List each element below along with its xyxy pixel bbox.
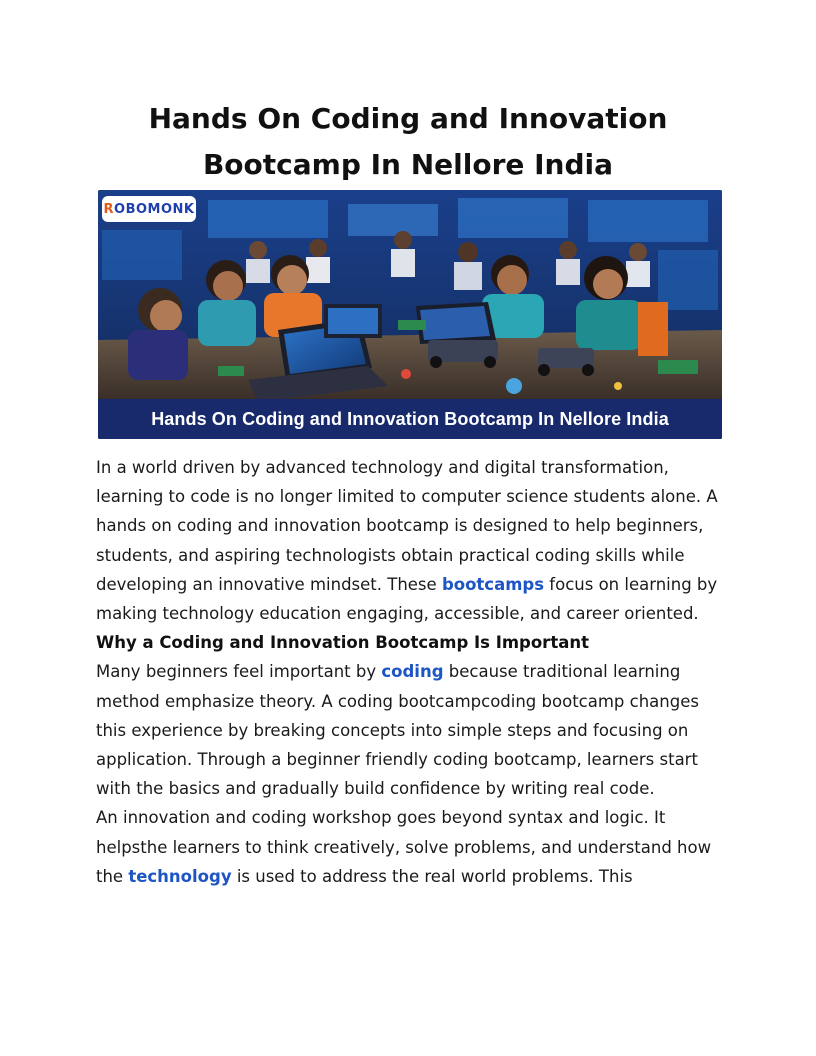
student-face xyxy=(497,265,527,295)
hero-caption: Hands On Coding and Innovation Bootcamp In Nellore India xyxy=(98,399,722,439)
student-head xyxy=(309,239,327,257)
paragraph-text: Many beginners feel important by xyxy=(96,662,382,682)
student-body xyxy=(306,257,330,283)
student-face xyxy=(277,265,307,295)
robomonk-logo xyxy=(102,196,196,222)
paragraph xyxy=(96,657,726,803)
robot-wheel xyxy=(538,364,550,376)
component-led xyxy=(401,369,411,379)
student-face xyxy=(593,269,623,299)
component-spool xyxy=(506,378,522,394)
monitor xyxy=(658,250,718,310)
student-shirt xyxy=(128,330,188,380)
wall-screen xyxy=(208,200,328,238)
student-body xyxy=(391,249,415,277)
student-body xyxy=(246,259,270,283)
paragraph-text: because traditional learning method emphasize theory. A coding bootcampcoding bootcamp changes this experience by breaking concepts into simple steps and focusing on application. Through a beginner friendly coding bootcamp, learners start with the basics and gradually build confidence by writing real code. xyxy=(96,662,699,799)
paragraph-text: An innovation and coding workshop goes beyond syntax and logic. It helpsthe learners to think creatively, solve problems, and understand how the xyxy=(96,808,712,886)
student-body xyxy=(454,262,482,290)
robot-wheel xyxy=(430,356,442,368)
student-shirt xyxy=(198,300,256,346)
page-title xyxy=(96,96,720,188)
paragraph-text: is used to address the real world problems. This xyxy=(231,866,633,886)
wall-screen xyxy=(458,198,568,238)
technology-link[interactable]: technology xyxy=(128,866,232,886)
hero-image xyxy=(98,190,722,439)
circuit-board xyxy=(218,366,244,376)
student-head xyxy=(629,243,647,261)
student-head xyxy=(249,241,267,259)
paragraph xyxy=(96,453,726,628)
circuit-board xyxy=(398,320,426,330)
paragraph-text: focus on learning by making technology education engaging, accessible, and career oriented. xyxy=(96,574,718,624)
logo-letter: R xyxy=(103,201,115,217)
student-head xyxy=(458,242,478,262)
laptop-screen xyxy=(420,306,490,340)
bootcamps-link[interactable]: bootcamps xyxy=(441,574,545,594)
component-led xyxy=(614,382,622,390)
paragraph xyxy=(96,803,726,891)
wall-screen xyxy=(348,204,438,236)
student-face xyxy=(213,271,243,301)
paragraph-text: In a world driven by advanced technology and digital transformation, learning to code is no longer limited to computer science students alone. A hands on coding and innovation bootcamp is designed to help beginners, students, and aspiring technologists obtain practical coding skills while developing an innovative mindset. These xyxy=(96,458,718,594)
student-body xyxy=(556,259,580,285)
robot-wheel xyxy=(484,356,496,368)
student-head xyxy=(394,231,412,249)
robot-wheel xyxy=(582,364,594,376)
monitor xyxy=(102,230,182,280)
student-head xyxy=(559,241,577,259)
student-face xyxy=(150,300,182,332)
student-shirt xyxy=(576,300,642,350)
coding-link[interactable]: coding xyxy=(381,662,444,682)
student-dupatta xyxy=(638,302,668,356)
section-heading: Why a Coding and Innovation Bootcamp Is Important xyxy=(96,633,589,653)
student-body xyxy=(626,261,650,287)
wall-screen xyxy=(588,200,708,242)
laptop-screen xyxy=(328,308,378,334)
title-line-2: Bootcamp In Nellore India xyxy=(202,148,614,181)
logo-text: OBOMONK xyxy=(114,201,195,217)
title-line-1: Hands On Coding and Innovation xyxy=(148,102,668,135)
article-body xyxy=(96,453,726,891)
circuit-board xyxy=(658,360,698,374)
